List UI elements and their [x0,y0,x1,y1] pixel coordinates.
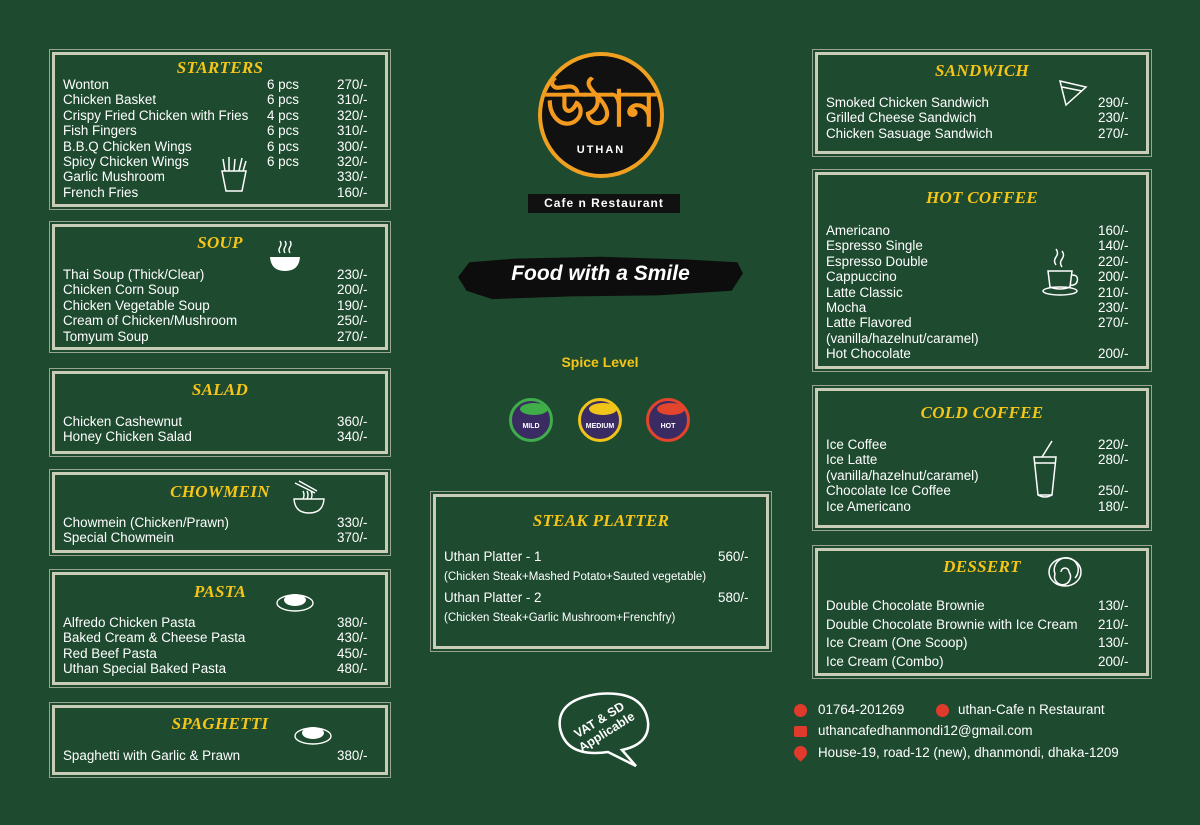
spice-medium-badge: MEDIUM [578,398,622,442]
pasta-plate-icon [275,587,315,613]
chowmein-list [63,515,375,546]
menu-item: Cream of Chicken/Mushroom 250/- [63,313,368,329]
menu-item: Chicken Vegetable Soup 190/- [63,297,368,313]
spaghetti-plate-icon [293,720,333,746]
menu-item: Latte Classic 210/- [826,284,1129,300]
section-title: DESSERT [943,557,1021,576]
menu-item: (vanilla/hazelnut/caramel) [826,330,979,346]
facebook-icon [936,704,949,717]
cold-coffee-section [815,388,1149,528]
starters-section [52,52,388,207]
section-title: HOT COFFEE [925,188,1039,207]
email-address: uthancafedhanmondi12@gmail.com [818,723,1033,738]
dessert-roll-icon [1046,555,1084,589]
menu-item: Chicken Sasuage Sandwich 270/- [826,125,1129,141]
section-title: SPAGHETTI [171,714,269,733]
section-title: SANDWICH [934,61,1030,80]
menu-item-description: (Chicken Steak+Mashed Potato+Sauted vegetable) [444,571,707,583]
sandwich-section [815,52,1149,154]
section-title: COLD COFFEE [920,403,1044,422]
menu-item: Alfredo Chicken Pasta 380/- [63,615,368,630]
menu-item: Uthan Platter - 1 560/- [444,549,749,564]
french-fries-icon [217,155,251,193]
menu-item: Chicken Corn Soup 200/- [63,282,368,298]
sandwich-list [826,95,1136,141]
section-title: CHOWMEIN [170,482,270,501]
menu-item: Latte Flavored 270/- [826,315,1129,331]
menu-item: Chowmein (Chicken/Prawn) 330/- [63,515,368,530]
menu-item: B.B.Q Chicken Wings 6 pcs 300/- [63,138,368,154]
menu-item: Tomyum Soup 270/- [63,328,368,344]
menu-item: Uthan Special Baked Pasta 480/- [63,661,368,677]
tagline: Food with a Smile [511,262,690,285]
email-icon [794,726,807,737]
section-title: STEAK PLATTER [532,511,670,530]
menu-item: Espresso Single 140/- [826,238,1129,254]
menu-item: Espresso Double 220/- [826,253,1129,269]
menu-item: Chicken Basket 6 pcs 310/- [63,92,368,108]
section-title: PASTA [193,582,247,601]
menu-item: Special Chowmein 370/- [63,530,368,546]
menu-item: Double Chocolate Brownie 130/- [826,598,1129,613]
menu-item-description: (Chicken Steak+Garlic Mushroom+Frenchfry) [444,612,676,624]
menu-item: Wonton 6 pcs 270/- [63,77,368,92]
menu-item: Ice Cream (Combo) 200/- [826,653,1129,669]
chili-icon [520,403,548,415]
uthan-logo [538,52,664,178]
menu-item: Honey Chicken Salad 340/- [63,429,368,445]
menu-item: Crispy Fried Chicken with Fries 4 pcs 320/- [63,107,368,123]
logo-name: UTHAN [576,144,626,156]
section-title: SALAD [191,380,249,399]
hot-coffee-section [815,172,1149,369]
dessert-section [815,548,1149,676]
hot-coffee-list [826,223,1136,362]
chowmein-section [52,472,388,553]
menu-item: Garlic Mushroom 330/- [63,169,368,185]
menu-item: Thai Soup (Thick/Clear) 230/- [63,267,368,282]
menu-item: Americano 160/- [826,223,1129,238]
chili-icon [657,403,685,415]
spice-hot-badge: HOT [646,398,690,442]
spaghetti-list [63,748,375,763]
menu-item: Baked Cream & Cheese Pasta 430/- [63,630,368,646]
facebook-page: uthan-Cafe n Restaurant [958,702,1105,717]
cafe-restaurant-tag: Cafe n Restaurant [528,194,680,213]
menu-item: Spaghetti with Garlic & Prawn 380/- [63,748,368,763]
menu-item: Cappuccino 200/- [826,269,1129,285]
menu-item: French Fries 160/- [63,184,368,200]
steak-platter-section [433,494,769,649]
menu-item: Ice Americano 180/- [826,498,1129,514]
menu-item: Fish Fingers 6 pcs 310/- [63,123,368,139]
menu-item: Smoked Chicken Sandwich 290/- [826,95,1129,110]
menu-item: (vanilla/hazelnut/caramel) [826,467,979,483]
spice-mild-badge: MILD [509,398,553,442]
menu-item: Mocha 230/- [826,300,1129,316]
menu-item: Chocolate Ice Coffee 250/- [826,483,1129,499]
pasta-list [63,615,375,677]
steak-list [444,547,756,629]
phone-number: 01764-201269 [818,702,905,717]
menu-item: Chicken Cashewnut 360/- [63,414,368,429]
address: House-19, road-12 (new), dhanmondi, dhaka-1209 [818,745,1119,760]
menu-item: Ice Cream (One Scoop) 130/- [826,635,1129,650]
phone-icon [794,704,807,717]
soup-section [52,224,388,350]
vat-note: VAT & SD Applicable [571,699,638,755]
logo-mark: উঠান [545,80,656,138]
section-title: STARTERS [176,58,264,77]
menu-item: Ice Coffee 220/- [826,437,1129,452]
chili-icon [589,403,617,415]
soup-list [63,267,375,344]
menu-item: Uthan Platter - 2 580/- [444,590,749,605]
menu-item: Double Chocolate Brownie with Ice Cream 210/- [826,616,1129,632]
menu-item: Red Beef Pasta 450/- [63,645,368,661]
salad-list [63,414,375,445]
menu-item: Grilled Cheese Sandwich 230/- [826,110,1129,126]
section-title: SOUP [197,233,243,252]
pasta-section [52,572,388,685]
spaghetti-section [52,705,388,775]
cold-coffee-list [826,437,1136,514]
menu-item: Hot Chocolate 200/- [826,346,1129,362]
spice-level-title: Spice Level [561,354,639,370]
menu-item: Ice Latte 280/- [826,452,1129,468]
noodle-bowl-icon [291,479,327,515]
dessert-list [826,597,1136,671]
location-pin-icon [791,743,809,761]
menu-item: Spicy Chicken Wings 6 pcs 320/- [63,154,368,170]
salad-section [52,371,388,454]
